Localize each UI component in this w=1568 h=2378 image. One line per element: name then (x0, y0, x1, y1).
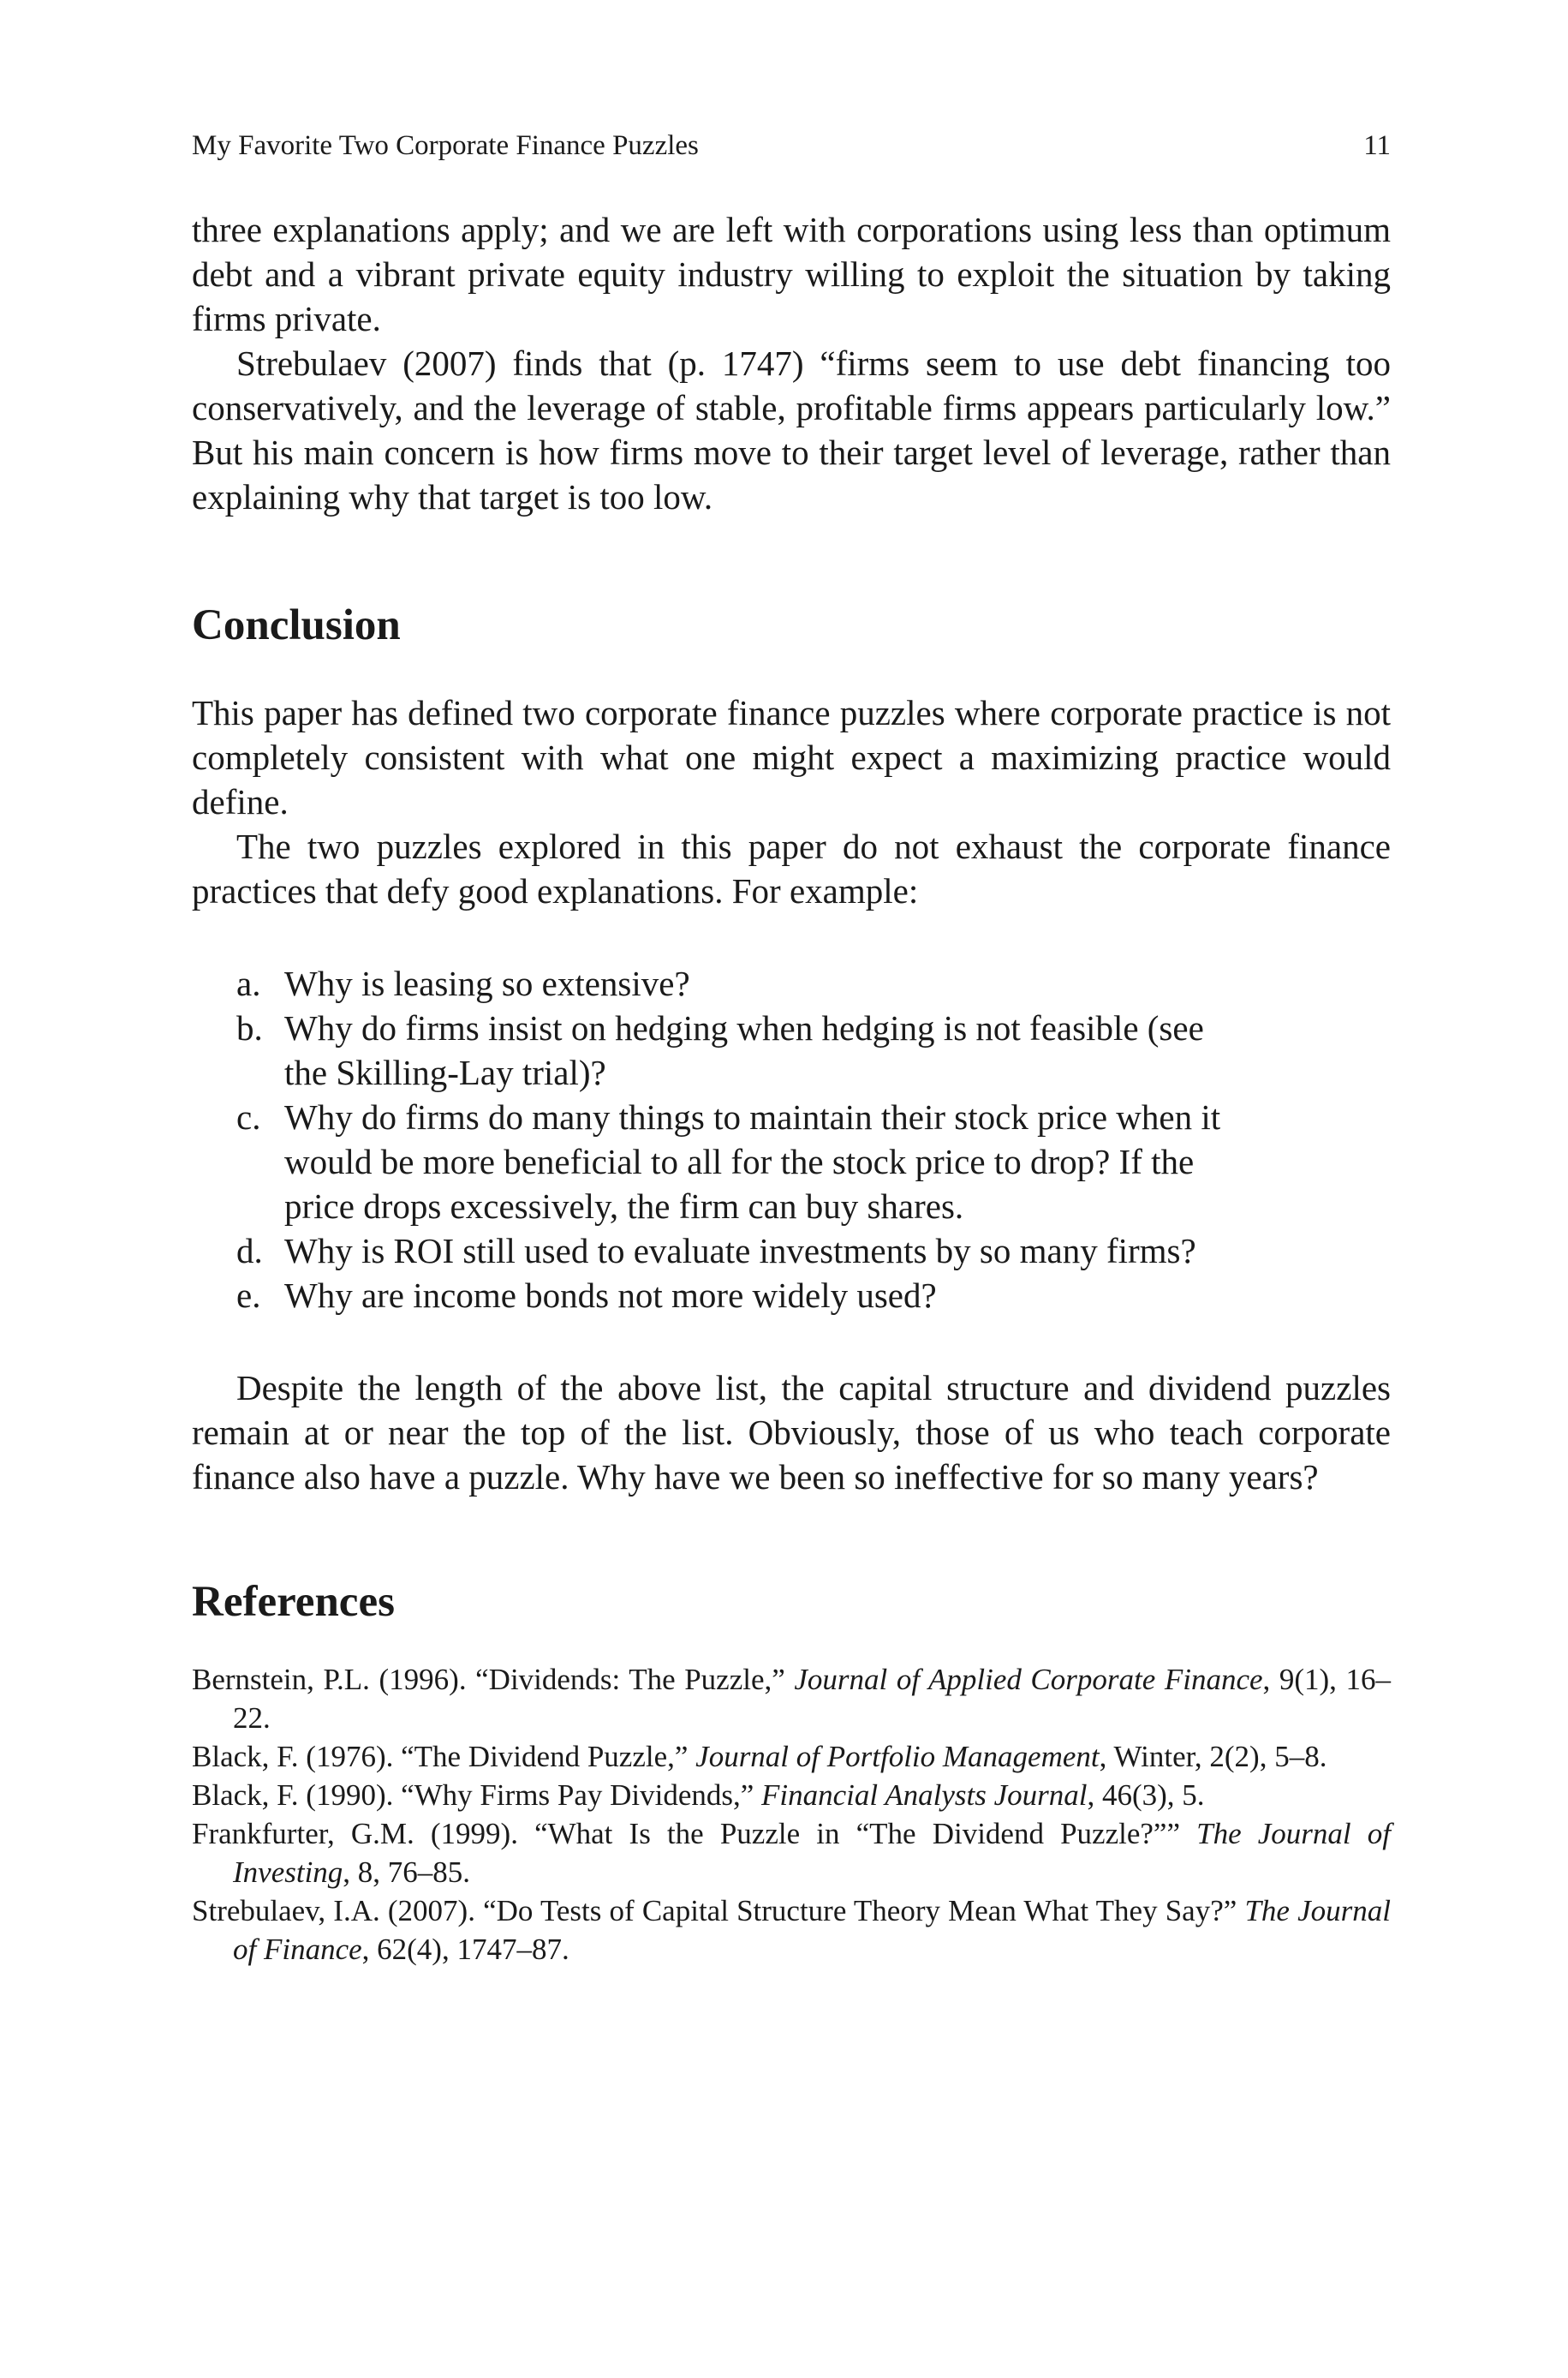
conclusion-heading: Conclusion (192, 601, 401, 649)
reference-journal: Journal of Portfolio Management (695, 1740, 1100, 1773)
list-item (192, 1006, 1391, 1095)
reference-authors-title: Bernstein, P.L. (1996). “Dividends: The Puzzle,” (192, 1663, 795, 1696)
reference-authors-title: Black, F. (1976). “The Dividend Puzzle,” (192, 1740, 696, 1773)
list-item (192, 1273, 1391, 1317)
reference-volume-pages: , 8, 76–85. (343, 1855, 471, 1889)
list-item (192, 961, 1391, 1006)
list-item-text: Why is ROI still used to evaluate investments by so many firms? (284, 1231, 1196, 1270)
reference-journal: Financial Analysts Journal (761, 1778, 1088, 1812)
conclusion-paragraph-2: The two puzzles explored in this paper do not exhaust the corporate finance practices that defy good explanations. For example: (192, 827, 1391, 911)
running-title: My Favorite Two Corporate Finance Puzzles (192, 130, 699, 161)
reference-journal: Journal of Applied Corporate Finance (794, 1663, 1263, 1696)
reference-authors-title: Frankfurter, G.M. (1999). “What Is the Puzzle in “The Dividend Puzzle?”” (192, 1817, 1197, 1850)
reference-authors-title: Strebulaev, I.A. (2007). “Do Tests of Capital Structure Theory Mean What They Say?” (192, 1894, 1245, 1927)
list-item-text: Why do firms do many things to maintain their stock price when it would be more beneficial to all for the stock price to drop? If the price drops excessively, the firm can buy shares. (284, 1097, 1221, 1226)
list-item (192, 1228, 1391, 1273)
reference-entry (192, 1891, 1391, 1969)
list-marker: c. (236, 1097, 261, 1137)
list-item-text: Why is leasing so extensive? (284, 964, 690, 1003)
reference-journal: The Journal of Finance (233, 1894, 1391, 1966)
page-content (192, 128, 1391, 1969)
reference-entry (192, 1814, 1391, 1891)
reference-list (192, 1660, 1391, 1969)
body-paragraph-1: three explanations apply; and we are left with corporations using less than optimum debt and a vibrant private equity industry willing to exploit the situation by taking firms private. (192, 210, 1391, 338)
list-marker: b. (236, 1008, 263, 1048)
running-header (192, 128, 1391, 163)
reference-volume-pages: , 46(3), 5. (1087, 1778, 1205, 1812)
reference-volume-pages: , 9(1), 16–22. (233, 1663, 1391, 1735)
list-marker: e. (236, 1276, 261, 1315)
reference-authors-title: Black, F. (1990). “Why Firms Pay Dividends,” (192, 1778, 762, 1812)
list-marker: a. (236, 964, 261, 1003)
reference-entry (192, 1660, 1391, 1737)
references-heading: References (192, 1578, 395, 1626)
reference-journal: The Journal of Investing (233, 1817, 1392, 1889)
list-item-text: Why do firms insist on hedging when hedging is not feasible (see the Skilling-Lay trial)? (284, 1008, 1204, 1092)
list-marker: d. (236, 1231, 263, 1270)
reference-volume-pages: , Winter, 2(2), 5–8. (1099, 1740, 1327, 1773)
conclusion-paragraph-1: This paper has defined two corporate finance puzzles where corporate practice is not completely consistent with what one might expect a maximizing practice would define. (192, 693, 1391, 822)
list-item (192, 1095, 1391, 1228)
list-item-text: Why are income bonds not more widely used? (284, 1276, 937, 1315)
reference-volume-pages: , 62(4), 1747–87. (361, 1933, 569, 1966)
reference-entry (192, 1776, 1391, 1814)
page-number: 11 (1363, 130, 1391, 161)
body-paragraph-2: Strebulaev (2007) finds that (p. 1747) “firms seem to use debt financing too conservatively, and the leverage of stable, profitable firms appears particularly low.” But his main concern is how firms move to their target level of leverage, rather than explaining why that target is too low. (192, 344, 1391, 517)
puzzle-list (192, 961, 1391, 1317)
conclusion-paragraph-3: Despite the length of the above list, the capital structure and dividend puzzles remain at or near the top of the list. Obviously, those of us who teach corporate finance also have a puzzle. Why have we been so ineffective for so many years? (192, 1368, 1391, 1497)
reference-entry (192, 1737, 1391, 1776)
